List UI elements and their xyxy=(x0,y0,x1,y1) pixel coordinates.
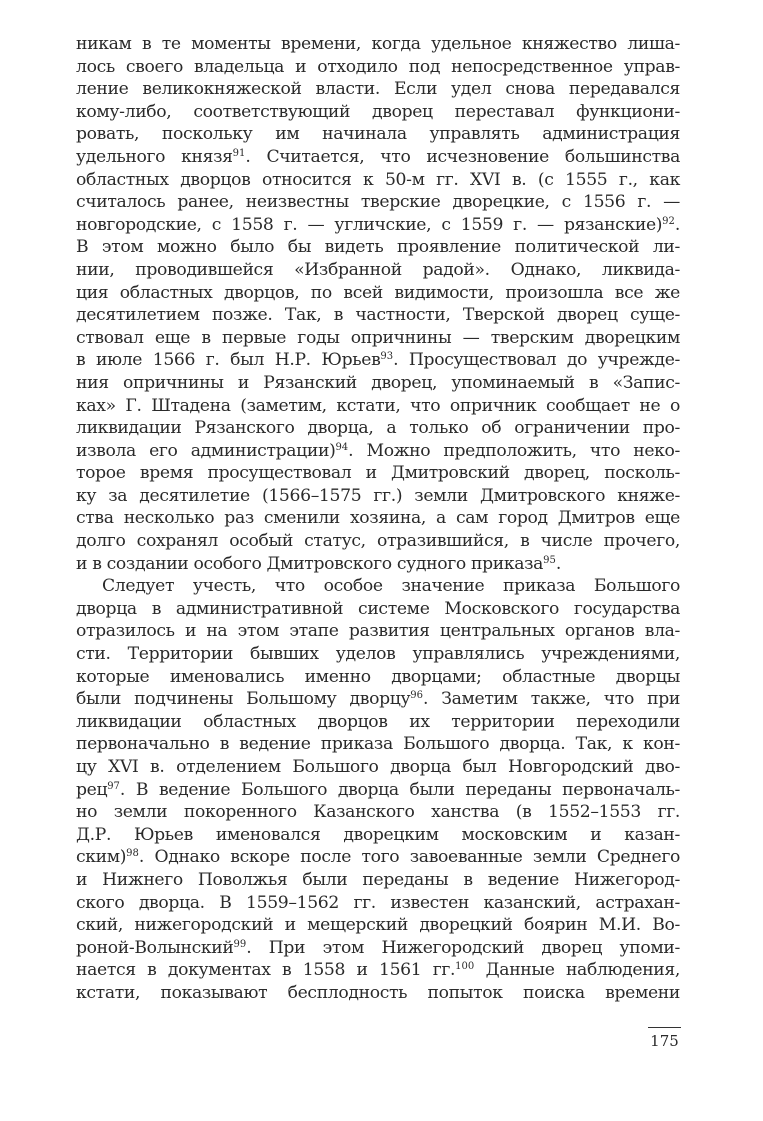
text-segment: . xyxy=(674,214,680,235)
text-line xyxy=(76,123,680,146)
footnote-marker: 97 xyxy=(107,780,120,792)
text-line xyxy=(76,666,680,689)
text-segment: роной-Волынский xyxy=(76,937,234,958)
text-segment: и в создании особого Дмитровского судного приказа xyxy=(76,553,544,574)
text-segment: ского дворца. В 1559–1562 гг. известен казанский, астрахан- xyxy=(76,892,680,913)
text-line xyxy=(76,914,680,937)
footnote-marker: 95 xyxy=(543,554,556,566)
text-segment: . Можно предположить, что неко- xyxy=(348,440,680,461)
text-segment: в июле 1566 г. был Н.Р. Юрьев xyxy=(76,350,381,371)
text-line xyxy=(76,711,680,734)
text-line xyxy=(76,620,680,643)
text-line xyxy=(76,982,680,1005)
text-segment: Данные наблюдения, xyxy=(474,960,681,981)
text-segment: были подчинены Большому дворцу xyxy=(76,689,411,710)
text-line xyxy=(76,101,680,124)
footnote-marker: 93 xyxy=(380,351,394,363)
text-segment: цу XVI в. отделением Большого дворца был Новгородский дво- xyxy=(76,757,680,777)
text-line xyxy=(76,372,680,395)
footnote-marker: 94 xyxy=(335,441,349,453)
text-segment: нии, проводившейся «Избранной радой». Однако, ликвида- xyxy=(76,259,680,280)
text-segment: областных дворцов относится к 50-м гг. XVI в. (с 1555 г., как xyxy=(76,169,680,190)
page-number: 175 xyxy=(648,1027,681,1050)
text-segment: . Заметим также, что при xyxy=(422,689,680,710)
text-line xyxy=(76,869,680,892)
text-segment: ция областных дворцов, по всей видимости, произошла все же xyxy=(76,282,680,303)
text-segment: извола его администрации) xyxy=(76,440,336,461)
text-line xyxy=(76,33,680,56)
text-line xyxy=(76,327,680,350)
text-line xyxy=(76,417,680,440)
paragraph xyxy=(76,33,680,575)
text-segment: нается в документах в 1558 и 1561 гг. xyxy=(76,960,456,981)
text-segment: Следует учесть, что особое значение приказа Большого xyxy=(102,576,680,597)
text-segment: ствовал еще в первые годы опричнины — тверским дворецким xyxy=(76,327,680,348)
footnote-marker: 98 xyxy=(126,848,139,860)
text-line xyxy=(76,191,680,214)
text-line xyxy=(76,643,680,666)
text-line xyxy=(76,553,680,576)
text-line xyxy=(76,485,680,508)
text-segment: ликвидации областных дворцов их территории переходили xyxy=(76,711,680,732)
text-segment: ление великокняжеской власти. Если удел снова передавался xyxy=(76,79,680,100)
text-line xyxy=(76,779,680,802)
text-line xyxy=(76,146,680,169)
text-line xyxy=(76,395,680,418)
text-line xyxy=(76,530,680,553)
text-line xyxy=(76,846,680,869)
text-line xyxy=(76,304,680,327)
text-segment: считалось ранее, неизвестны тверские дворецкие, с 1556 г. — xyxy=(76,192,680,213)
paragraph xyxy=(76,575,680,1004)
text-line xyxy=(76,169,680,192)
text-line xyxy=(76,282,680,305)
text-line xyxy=(76,959,680,982)
footnote-marker: 96 xyxy=(410,690,423,702)
text-line xyxy=(76,78,680,101)
text-line xyxy=(76,507,680,530)
text-line xyxy=(76,756,680,779)
text-segment: удельного князя xyxy=(76,146,233,167)
text-segment: ский, нижегородский и мещерский дворецкий боярин М.И. Во- xyxy=(76,915,680,936)
text-segment: отразилось и на этом этапе развития центральных органов вла- xyxy=(76,621,680,642)
text-segment: ровать, поскольку им начинала управлять администрация xyxy=(76,124,680,145)
text-line xyxy=(76,733,680,756)
text-segment: новгородские, с 1558 г. — угличские, с 1559 г. — рязанские) xyxy=(76,214,663,235)
text-line xyxy=(76,575,680,598)
text-segment: лось своего владельца и отходило под непосредственное управ- xyxy=(76,56,680,77)
text-segment: . Считается, что исчезновение большинства xyxy=(245,146,680,167)
text-line xyxy=(76,598,680,621)
text-segment: Д.Р. Юрьев именовался дворецким московским и казан- xyxy=(76,824,680,845)
text-segment: но земли покоренного Казанского ханства (в 1552–1553 гг. xyxy=(76,802,680,823)
footnote-marker: 99 xyxy=(233,938,247,950)
text-segment: . Однако вскоре после того завоеванные земли Среднего xyxy=(138,847,680,868)
text-line xyxy=(76,236,680,259)
footnote-marker: 100 xyxy=(455,961,475,973)
text-segment: кому-либо, соответствующий дворец переставал функциони- xyxy=(76,101,680,122)
text-segment: которые именовались именно дворцами; областные дворцы xyxy=(76,666,680,687)
text-segment: ния опричнины и Рязанский дворец, упоминаемый в «Запис- xyxy=(76,372,680,393)
page-body xyxy=(76,33,680,1005)
text-segment: ках» Г. Штадена (заметим, кстати, что опричник сообщает не о xyxy=(76,395,680,416)
text-line xyxy=(76,349,680,372)
footnote-marker: 92 xyxy=(662,215,675,227)
text-segment: ликвидации Рязанского дворца, а только об ограничении про- xyxy=(76,418,680,439)
text-line xyxy=(76,214,680,237)
text-segment: В этом можно было бы видеть проявление политической ли- xyxy=(76,237,680,258)
text-line xyxy=(76,462,680,485)
text-segment: . xyxy=(555,553,561,574)
text-segment: торое время просуществовал и Дмитровский дворец, посколь- xyxy=(76,463,680,484)
text-segment: рец xyxy=(76,779,108,800)
text-segment: и Нижнего Поволжья были переданы в ведение Нижегород- xyxy=(76,869,680,890)
text-segment: кстати, показывают бесплодность попыток поиска времени xyxy=(76,982,680,1003)
text-segment: . В ведение Большого дворца были переданы первоначаль- xyxy=(119,779,680,800)
text-segment: никам в те моменты времени, когда удельное княжество лиша- xyxy=(76,34,680,54)
text-line xyxy=(76,259,680,282)
footnote-marker: 91 xyxy=(232,147,246,159)
text-segment: ским) xyxy=(76,847,127,868)
text-line xyxy=(76,892,680,915)
text-line xyxy=(76,56,680,79)
text-segment: дворца в административной системе Московского государства xyxy=(76,598,680,619)
text-line xyxy=(76,801,680,824)
text-segment: . Просуществовал до учрежде- xyxy=(393,350,680,371)
text-segment: . При этом Нижегородский дворец упоми- xyxy=(246,937,680,958)
text-segment: первоначально в ведение приказа Большого дворца. Так, к кон- xyxy=(76,734,680,755)
text-line xyxy=(76,824,680,847)
text-segment: ку за десятилетие (1566–1575 гг.) земли Дмитровского княже- xyxy=(76,485,680,506)
text-line xyxy=(76,688,680,711)
text-line xyxy=(76,937,680,960)
text-segment: сти. Территории бывших уделов управлялись учреждениями, xyxy=(76,644,680,665)
text-line xyxy=(76,440,680,463)
text-segment: долго сохранял особый статус, отразившийся, в числе прочего, xyxy=(76,531,680,552)
text-segment: десятилетием позже. Так, в частности, Тверской дворец суще- xyxy=(76,305,680,326)
text-segment: ства несколько раз сменили хозяина, а сам город Дмитров еще xyxy=(76,508,680,529)
